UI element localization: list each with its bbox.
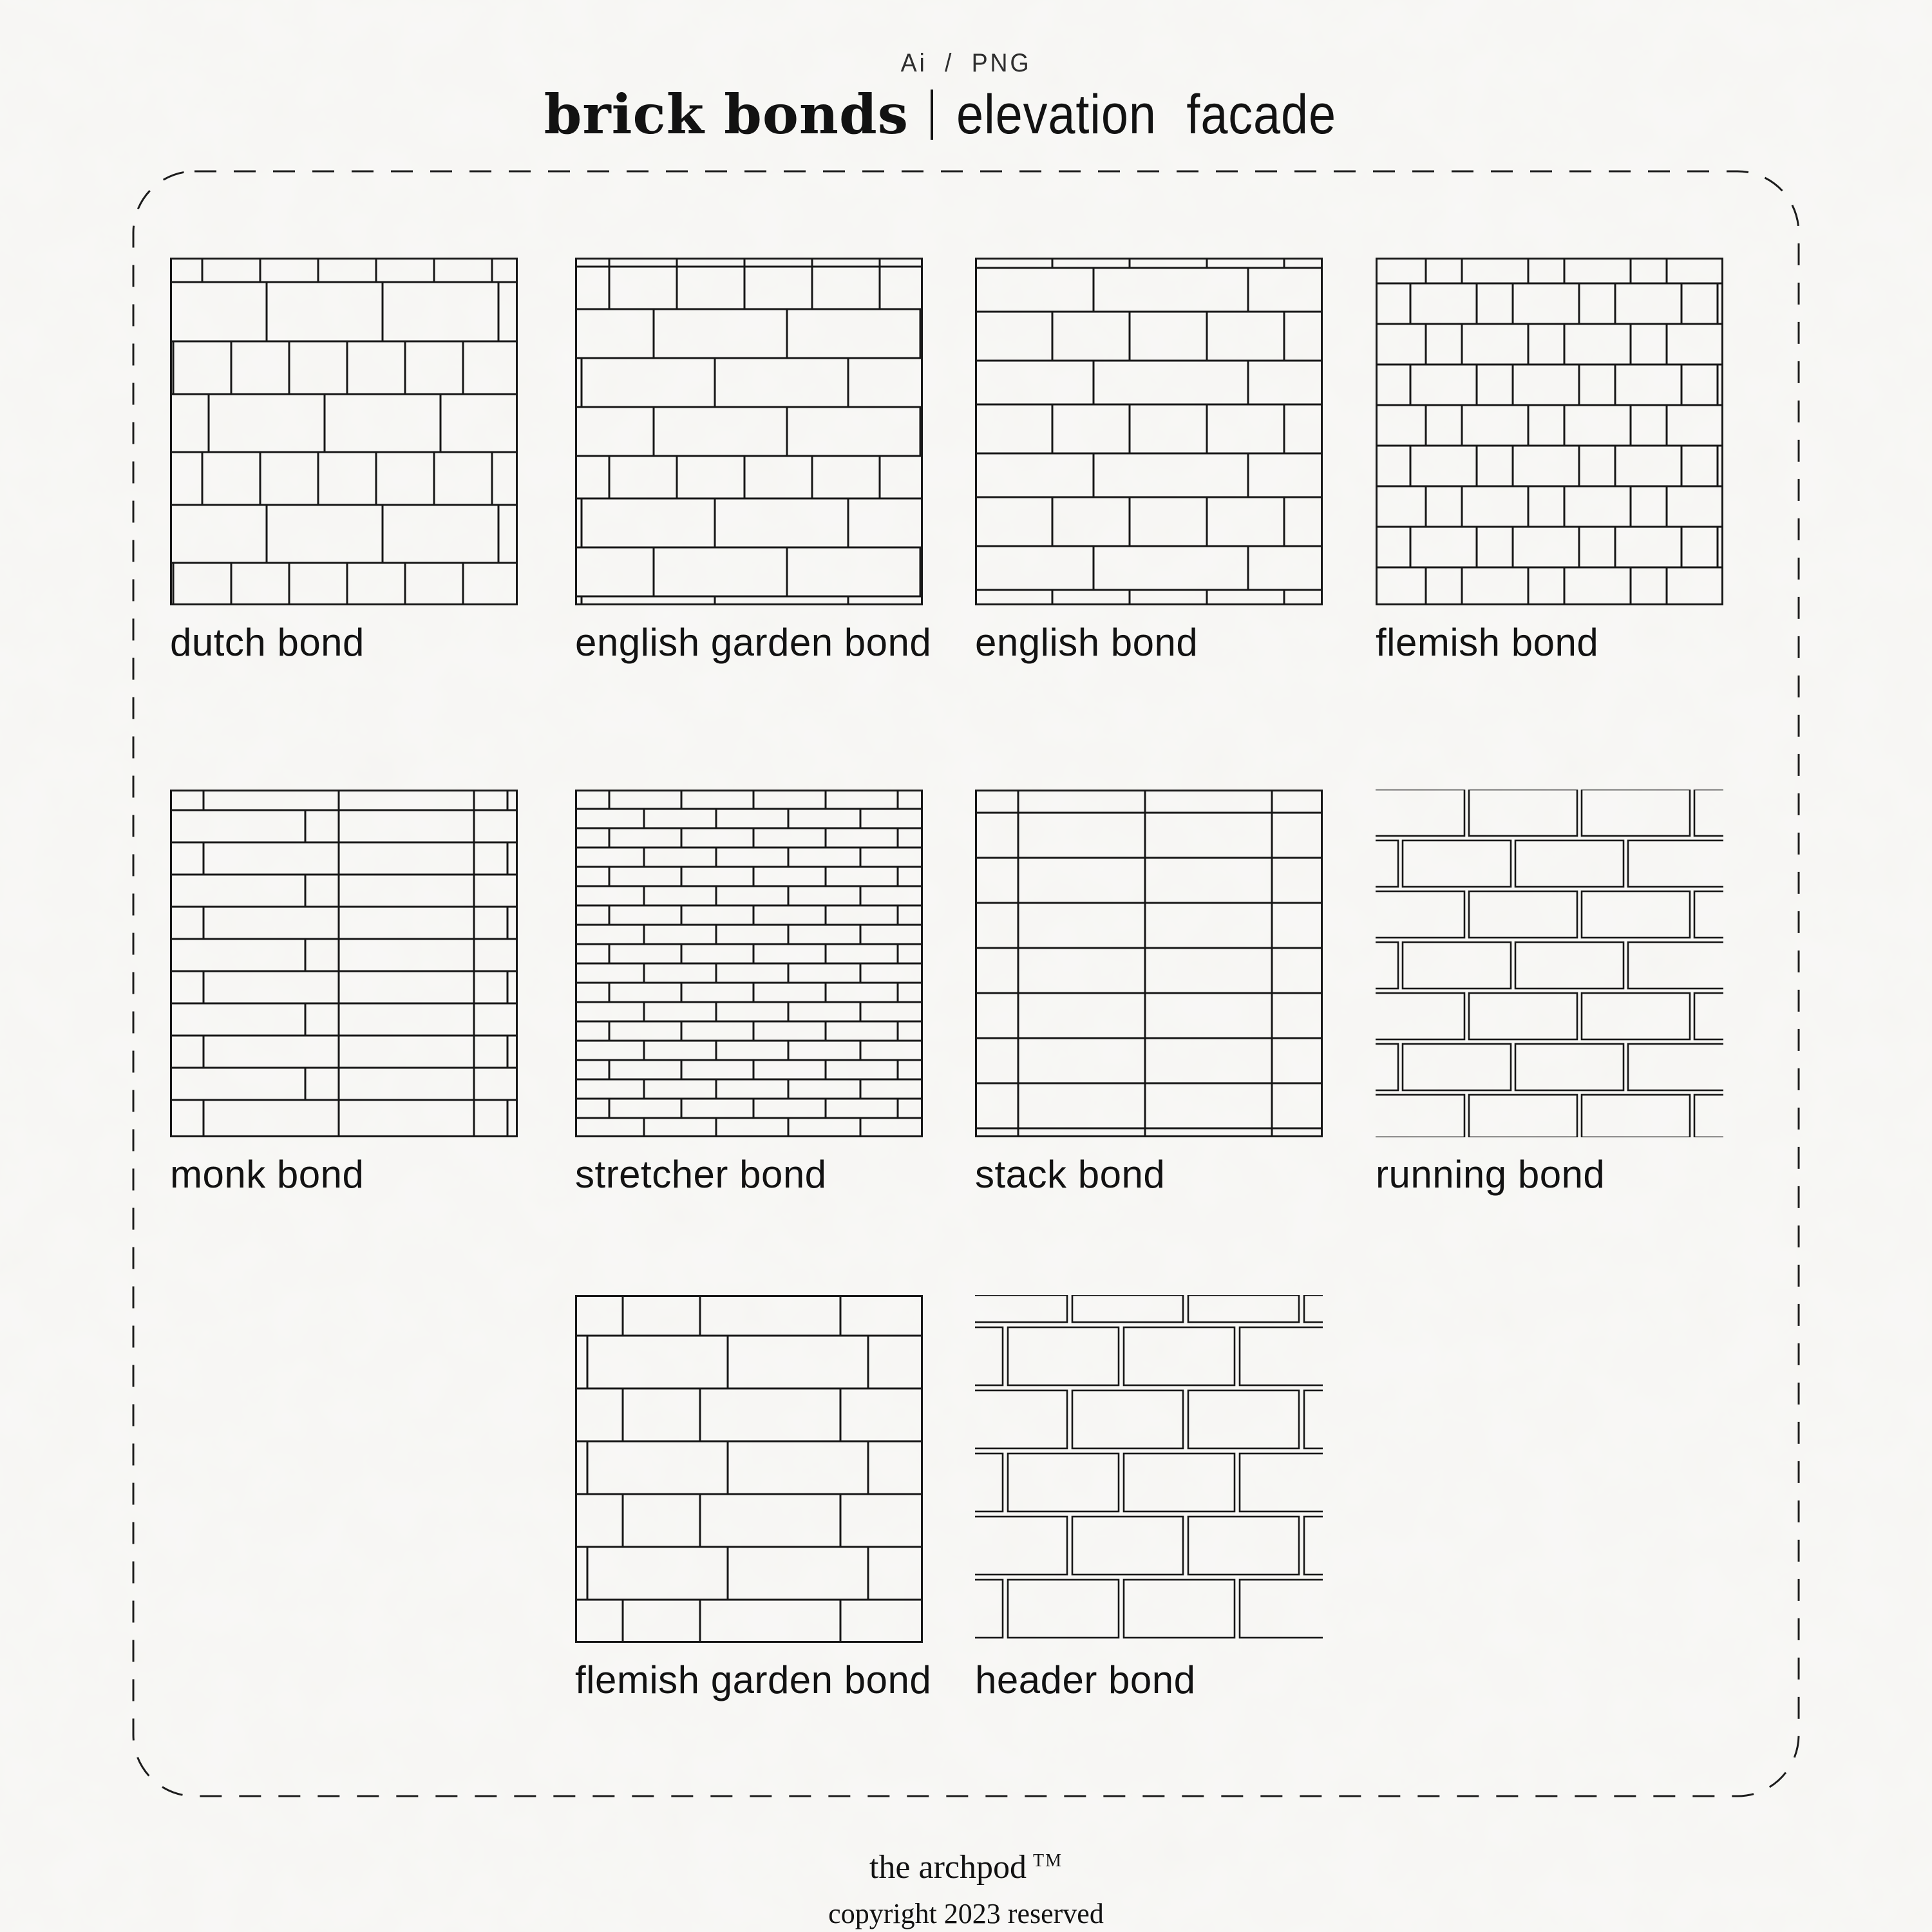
tile-running-bond xyxy=(1376,790,1723,1195)
tile-flemish-garden-bond xyxy=(575,1295,932,1701)
tile-label: header bond xyxy=(975,1658,1196,1701)
title-brick-bonds: brick bonds xyxy=(544,82,909,146)
pattern-drawing xyxy=(575,1295,923,1643)
tile-stack-bond xyxy=(975,790,1323,1195)
tile-header-bond xyxy=(975,1295,1323,1701)
footer-brand xyxy=(0,1848,1932,1886)
tile-monk-bond xyxy=(170,790,518,1195)
footer-copyright: copyright 2023 reserved xyxy=(828,1898,1104,1929)
pattern-drawing xyxy=(1376,258,1723,605)
tile-stretcher-bond xyxy=(575,790,923,1195)
pattern-drawing xyxy=(1376,790,1723,1137)
trademark-mark: TM xyxy=(1033,1850,1063,1871)
title-divider-bar xyxy=(931,90,933,140)
page-title xyxy=(0,84,1932,146)
title-elevation-facade: elevation facade xyxy=(956,84,1336,146)
tile-label: stretcher bond xyxy=(575,1153,827,1196)
tile-label: running bond xyxy=(1376,1153,1605,1196)
tile-label: stack bond xyxy=(975,1153,1166,1196)
pattern-drawing xyxy=(975,258,1323,605)
tile-label: dutch bond xyxy=(170,621,365,664)
pattern-drawing xyxy=(975,790,1323,1137)
format-note: Ai / PNG xyxy=(900,49,1032,77)
pattern-drawing xyxy=(575,258,923,605)
tile-label: english bond xyxy=(975,621,1198,664)
tile-label: english garden bond xyxy=(575,621,932,664)
tile-label: monk bond xyxy=(170,1153,365,1196)
tile-label: flemish garden bond xyxy=(575,1658,932,1701)
tile-dutch-bond xyxy=(170,258,518,663)
pattern-drawing xyxy=(170,258,518,605)
pattern-drawing xyxy=(575,790,923,1137)
tile-english-garden-bond xyxy=(575,258,932,664)
brand-name: the archpod xyxy=(869,1849,1027,1886)
pattern-drawing xyxy=(170,790,518,1137)
tile-flemish-bond xyxy=(1376,258,1723,663)
tile-english-bond xyxy=(975,258,1323,663)
tile-label: flemish bond xyxy=(1376,621,1599,664)
pattern-drawing xyxy=(975,1295,1323,1643)
